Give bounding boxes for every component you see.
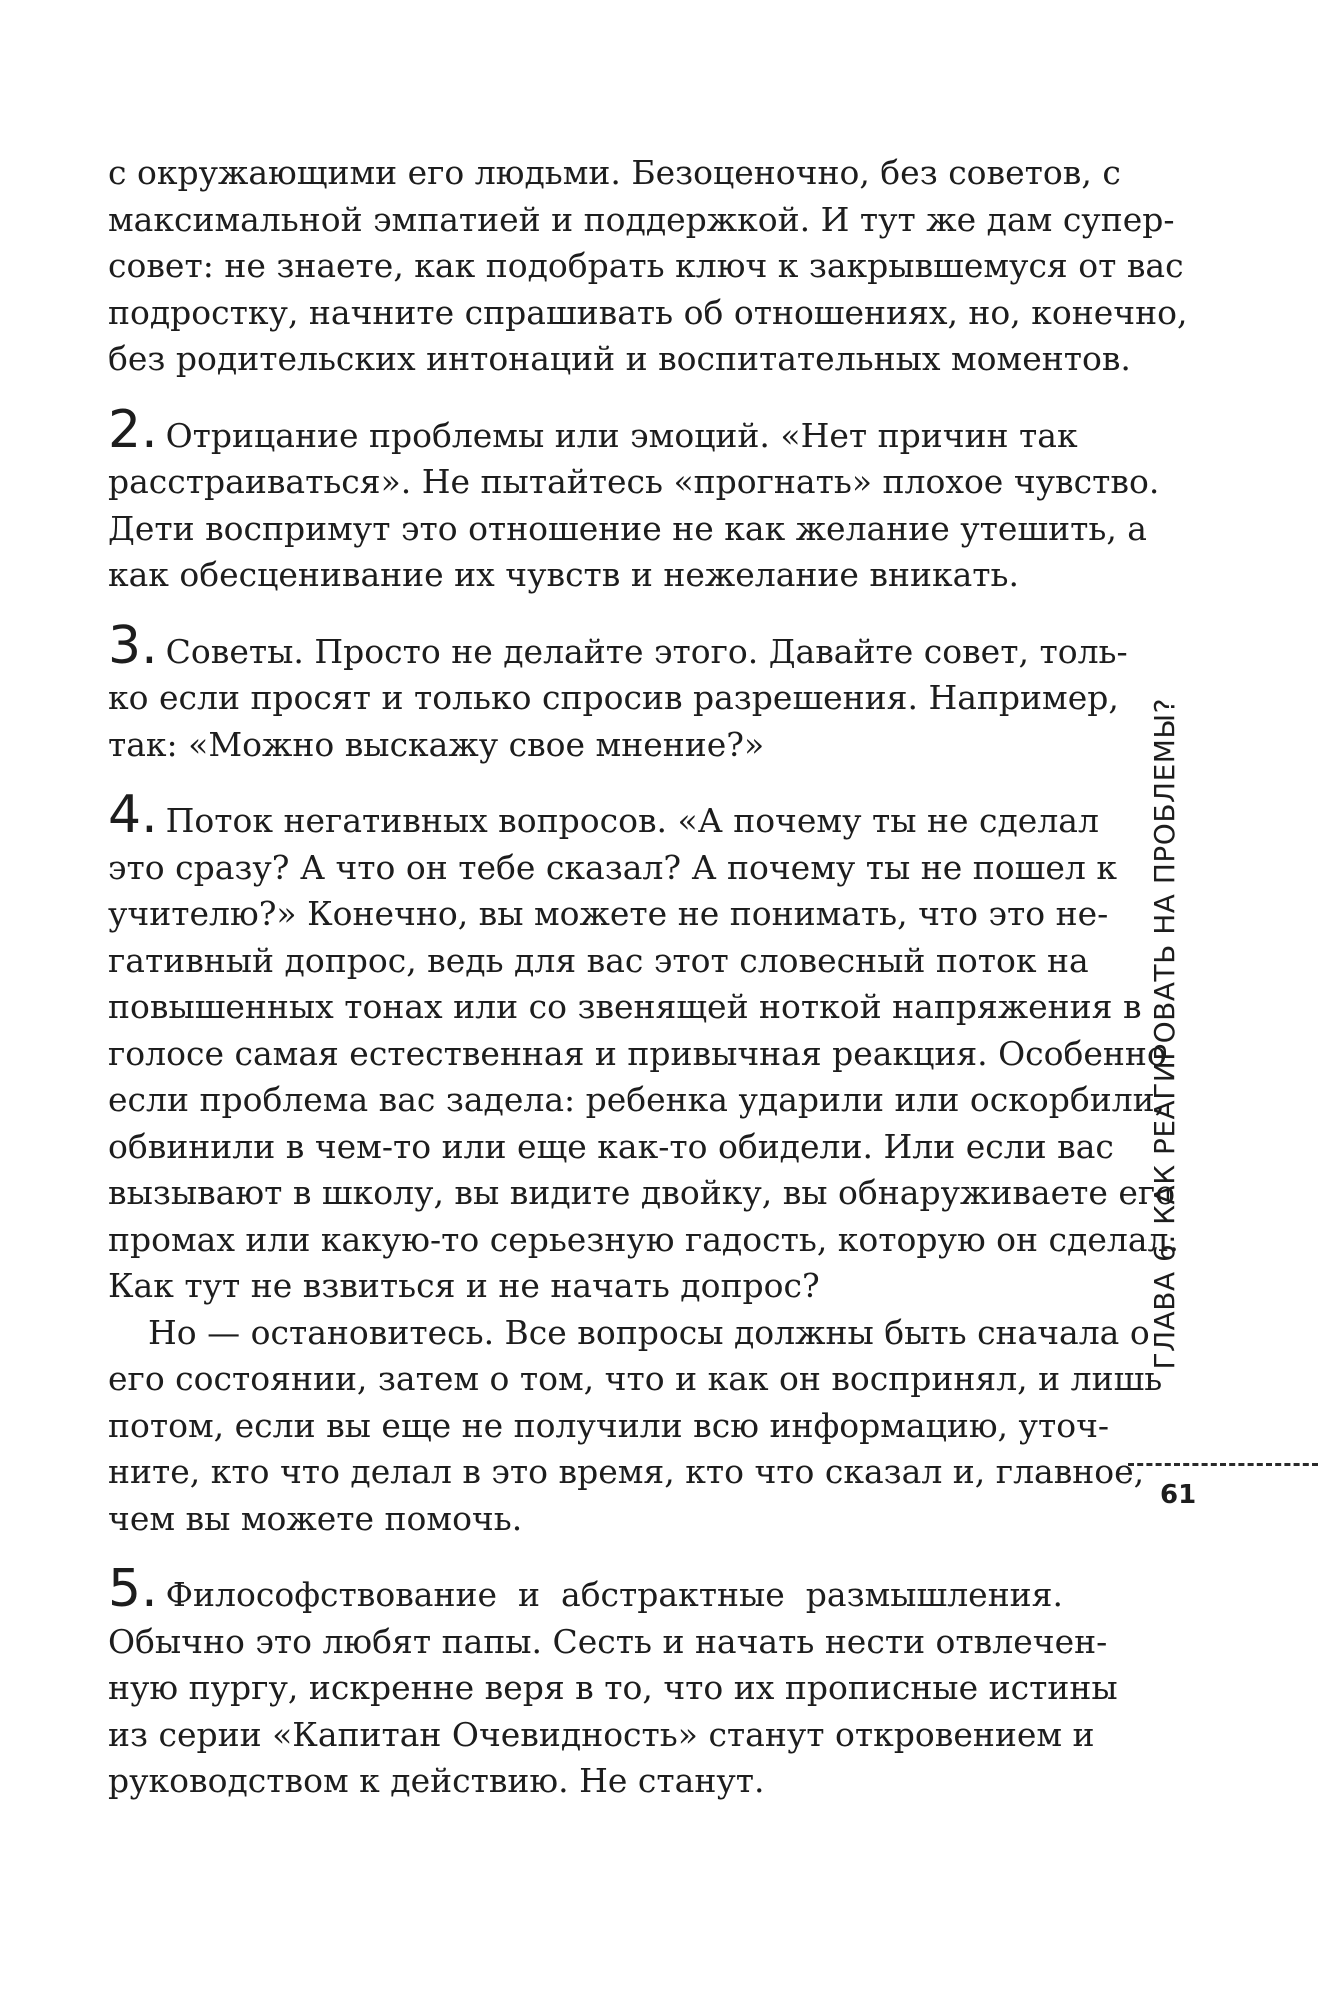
text-line: с окружающими его людьми. Безоценочно, без советов, с: [108, 153, 1121, 192]
line-text: Философствование и абстрактные размышления.: [165, 1575, 1063, 1614]
text-line: ную пургу, искренне веря в то, что их прописные истины: [108, 1668, 1118, 1707]
text-line: как обесценивание их чувств и нежелание вникать.: [108, 555, 1019, 594]
text-line: обвинили в чем-то или еще как-то обидели. Или если вас: [108, 1126, 1114, 1166]
text-line: [108, 615, 1128, 676]
text-line: Дети воспримут это отношение не как желание утешить, а: [108, 508, 1147, 548]
text-line: повышенных тонах или со звенящей ноткой напряжения в: [108, 987, 1142, 1026]
text-line: без родительских интонаций и воспитательных моментов.: [108, 339, 1131, 378]
text-line: из серии «Капитан Очевидность» станут откровением и: [108, 1714, 1095, 1754]
text-line: потом, если вы еще не получили всю информацию, уточ-: [108, 1405, 1110, 1445]
text-line: Обычно это любят папы. Сесть и начать нести отвлечен-: [108, 1621, 1108, 1661]
text-line: его состоянии, затем о том, что и как он воспринял, и лишь: [108, 1359, 1163, 1398]
item-number: 2.: [108, 399, 158, 460]
chapter-running-header: ГЛАВА 6. КАК РЕАГИРОВАТЬ НА ПРОБЛЕМЫ?: [1148, 698, 1181, 1370]
text-line: Как тут не взвиться и не начать допрос?: [108, 1266, 820, 1305]
item-5-paragraph: [108, 1559, 1118, 1805]
item-number: 3.: [108, 615, 158, 676]
item-3-paragraph: [108, 615, 1128, 769]
text-line: вызывают в школу, вы видите двойку, вы обнаруживаете его: [108, 1173, 1176, 1212]
text-line: руководством к действию. Не станут.: [108, 1761, 765, 1800]
text-line: учителю?» Конечно, вы можете не понимать, что это не-: [108, 894, 1109, 933]
line-text: Поток негативных вопросов. «А почему ты не сделал: [165, 801, 1099, 840]
line-text: Отрицание проблемы или эмоций. «Нет причин так: [165, 415, 1078, 455]
item-number: 5.: [108, 1559, 158, 1619]
text-line: совет: не знаете, как подобрать ключ к закрывшемуся от вас: [108, 246, 1184, 285]
text-line: голосе самая естественная и привычная реакция. Особенно: [108, 1033, 1167, 1073]
line-text: Советы. Просто не делайте этого. Давайте совет, толь-: [165, 631, 1128, 671]
text-line: промах или какую-то серьезную гадость, которую он сделал.: [108, 1219, 1179, 1259]
text-line: подростку, начните спрашивать об отношениях, но, конечно,: [108, 292, 1188, 332]
intro-paragraph: [108, 150, 1188, 383]
text-line: расстраиваться». Не пытайтесь «прогнать» плохое чувство.: [108, 462, 1160, 501]
text-line: так: «Можно выскажу свое мнение?»: [108, 724, 765, 764]
text-line: ните, кто что делал в это время, кто что сказал и, главное,: [108, 1452, 1145, 1491]
item-2-paragraph: [108, 399, 1160, 599]
text-line: если проблема вас задела: ребенка ударили или оскорбили,: [108, 1080, 1166, 1119]
text-line: это сразу? А что он тебе сказал? А почему ты не пошел к: [108, 847, 1117, 887]
text-line: [108, 1559, 1063, 1619]
text-line: максимальной эмпатией и поддержкой. И тут же дам супер-: [108, 199, 1175, 239]
item-number: 4.: [108, 785, 158, 845]
item-4-continuation-paragraph: [108, 1310, 1163, 1543]
text-line: гативный допрос, ведь для вас этот словесный поток на: [108, 940, 1089, 980]
text-line: чем вы можете помочь.: [108, 1498, 523, 1538]
text-line: [108, 399, 1078, 460]
text-line: Но — остановитесь. Все вопросы должны быть сначала о: [148, 1312, 1150, 1352]
page-number: 61: [1160, 1480, 1197, 1510]
text-line: [108, 785, 1099, 845]
text-line: ко если просят и только спросив разрешения. Например,: [108, 678, 1119, 717]
page-number-divider: [1128, 1463, 1318, 1466]
